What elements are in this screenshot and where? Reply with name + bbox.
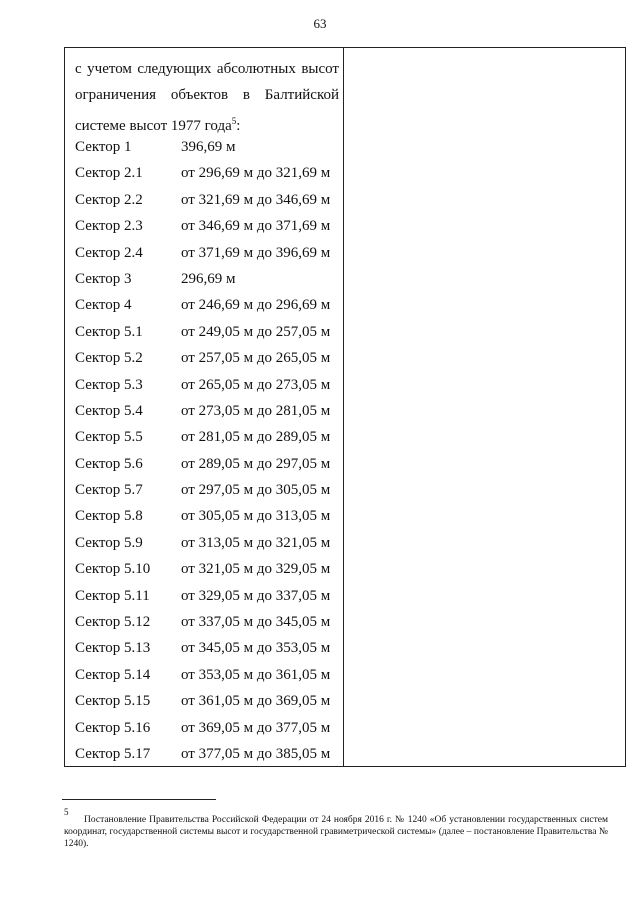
sector-name: Сектор 1 — [75, 139, 132, 155]
sector-name: Сектор 5.10 — [75, 561, 151, 578]
sector-row — [75, 134, 339, 160]
sector-height: от 305,05 м до 313,05 м — [181, 508, 331, 525]
sector-row — [75, 503, 339, 529]
sector-height: от 369,05 м до 377,05 м — [181, 719, 331, 736]
sector-name: Сектор 5.7 — [75, 482, 143, 499]
sector-row — [75, 583, 339, 609]
sector-height: от 297,05 м до 305,05 м — [181, 482, 331, 499]
sector-height: от 265,05 м до 273,05 м — [181, 376, 331, 393]
sector-name: Сектор 5.15 — [75, 693, 151, 710]
sector-height: от 371,69 м до 396,69 м — [181, 244, 331, 261]
sector-row — [75, 635, 339, 661]
sector-name: Сектор 2.1 — [75, 165, 143, 182]
sector-name: Сектор 5.12 — [75, 614, 151, 631]
footnote-separator — [62, 799, 216, 800]
sector-name: Сектор 5.14 — [75, 666, 151, 683]
page-number: 63 — [313, 16, 327, 31]
sector-height: от 321,69 м до 346,69 м — [181, 191, 331, 208]
sector-height: от 337,05 м до 345,05 м — [181, 614, 331, 631]
sector-name: Сектор 2.4 — [75, 244, 143, 261]
sector-name: Сектор 5.4 — [75, 402, 143, 419]
sector-height: от 321,05 м до 329,05 м — [181, 561, 331, 578]
sector-height: 296,69 м — [181, 270, 236, 287]
intro-line-2: ограничения объектов в Балтийской — [75, 87, 339, 103]
sector-name: Сектор 5.11 — [75, 587, 150, 604]
sector-list — [75, 134, 339, 767]
sector-name: Сектор 5.13 — [75, 640, 151, 657]
sector-height: от 257,05 м до 265,05 м — [181, 350, 331, 367]
sector-row — [75, 266, 339, 292]
sector-row — [75, 451, 339, 477]
sector-row — [75, 319, 339, 345]
sector-row — [75, 292, 339, 318]
intro-line-1: с учетом следующих абсолютных высот — [75, 61, 339, 77]
sector-row — [75, 213, 339, 239]
sector-height: от 249,05 м до 257,05 м — [181, 323, 331, 340]
sector-row — [75, 715, 339, 741]
sector-name: Сектор 2.3 — [75, 218, 143, 235]
footnote-reference: 5 — [231, 116, 237, 126]
sector-height: от 377,05 м до 385,05 м — [181, 745, 331, 762]
column-divider — [343, 48, 344, 766]
sector-row — [75, 240, 339, 266]
sector-row — [75, 556, 339, 582]
sector-name: Сектор 5.17 — [75, 745, 151, 762]
sector-row — [75, 372, 339, 398]
intro-line-3-end: : — [236, 118, 241, 134]
sector-row — [75, 609, 339, 635]
sector-name: Сектор 4 — [75, 297, 132, 314]
document-table — [64, 47, 626, 767]
sector-height: от 345,05 м до 353,05 м — [181, 640, 331, 657]
sector-height: от 296,69 м до 321,69 м — [181, 165, 331, 182]
sector-row — [75, 187, 339, 213]
footnote — [64, 807, 608, 850]
sector-name: Сектор 5.3 — [75, 376, 143, 393]
sector-name: Сектор 3 — [75, 270, 132, 287]
sector-row — [75, 398, 339, 424]
intro-text — [75, 56, 339, 139]
sector-name: Сектор 5.5 — [75, 429, 143, 446]
footnote-marker: 5 — [64, 807, 69, 817]
sector-height: от 281,05 м до 289,05 м — [181, 429, 331, 446]
intro-line-3-text: системе высот 1977 года — [75, 118, 232, 134]
sector-height: от 353,05 м до 361,05 м — [181, 666, 331, 683]
sector-name: Сектор 5.6 — [75, 455, 143, 472]
sector-row — [75, 741, 339, 767]
footnote-text: Постановление Правительства Российской Федерации от 24 ноября 2016 г. № 1240 «Об установлении государственных систем координат, государственной системы высот и государственной гравиметрической системы» (далее – постановление Правительства № 1240). — [64, 815, 608, 849]
sector-height: от 289,05 м до 297,05 м — [181, 455, 331, 472]
sector-height: от 313,05 м до 321,05 м — [181, 534, 331, 551]
sector-name: Сектор 5.16 — [75, 719, 151, 736]
sector-height: 396,69 м — [181, 139, 236, 155]
sector-height: от 361,05 м до 369,05 м — [181, 693, 331, 710]
sector-height: от 346,69 м до 371,69 м — [181, 218, 331, 235]
sector-row — [75, 345, 339, 371]
sector-row — [75, 424, 339, 450]
sector-name: Сектор 5.1 — [75, 323, 143, 340]
sector-row — [75, 662, 339, 688]
sector-row — [75, 160, 339, 186]
sector-row — [75, 530, 339, 556]
sector-name: Сектор 2.2 — [75, 191, 143, 208]
sector-name: Сектор 5.9 — [75, 534, 143, 551]
sector-row — [75, 477, 339, 503]
sector-row — [75, 688, 339, 714]
sector-name: Сектор 5.8 — [75, 508, 143, 525]
sector-height: от 273,05 м до 281,05 м — [181, 402, 331, 419]
sector-height: от 246,69 м до 296,69 м — [181, 297, 331, 314]
sector-name: Сектор 5.2 — [75, 350, 143, 367]
sector-height: от 329,05 м до 337,05 м — [181, 587, 331, 604]
